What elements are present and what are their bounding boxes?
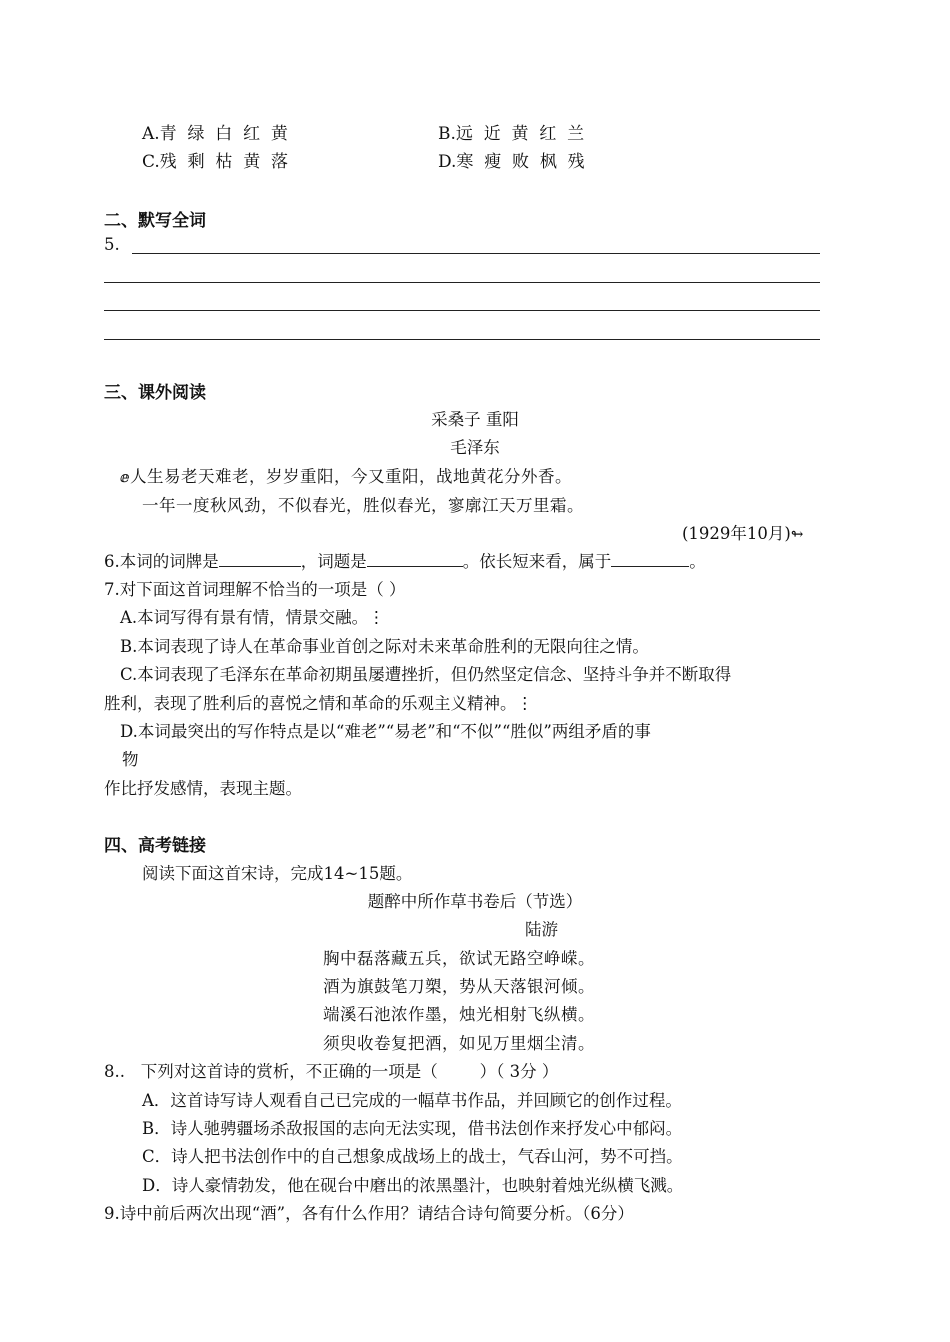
q4-option-b: B.远 近 黄 红 兰 [438, 124, 585, 144]
q4-option-a: A.青 绿 白 红 黄 [142, 124, 288, 144]
poem-line-2: 一年一度秋风劲，不似春光，胜似春光，寥廓江天万里霜。 [142, 496, 584, 515]
q7-option-d-line1: D.本词最突出的写作特点是以“难老”“易老”和“不似”“胜似”两组矛盾的事 [120, 722, 651, 741]
q9: 9.诗中前后两次出现“酒”，各有什么作用？请结合诗句简要分析。（6分） [104, 1204, 634, 1223]
q4-option-d: D.寒 瘦 败 枫 残 [438, 152, 585, 172]
q7-option-c-line1: C.本词表现了毛泽东在革命初期虽屡遭挫折，但仍然坚定信念、坚持斗争并不断取得 [120, 665, 732, 684]
answer-line-4 [104, 339, 820, 340]
q5-number: 5. [104, 235, 120, 254]
q6-blank-cipai[interactable] [219, 550, 301, 567]
answer-line-3 [104, 310, 820, 311]
q7-option-b: B.本词表现了诗人在革命事业首创之际对未来革命胜利的无限向往之情。 [120, 637, 649, 656]
poem-title-luyou: 题醉中所作草书卷后（节选） [367, 892, 583, 911]
section4-heading: 四、高考链接 [104, 836, 206, 856]
q7-option-d-line2: 物 [122, 750, 139, 769]
q8-stem: 8.. 下列对这首诗的赏析，不正确的一项是（ ）（ 3分 ） [104, 1062, 559, 1081]
q4-option-c: C.残 剩 枯 黄 落 [142, 152, 289, 172]
q6-part4: 。 [689, 552, 706, 571]
poem-line-1-text: 人生易老天难老，岁岁重阳，今又重阳，战地黄花分外香。 [130, 467, 573, 486]
decorative-mark: ↬ [790, 525, 804, 543]
poem-author-mao: 毛泽东 [450, 438, 500, 457]
q6-blank-type[interactable] [611, 550, 689, 567]
q7-stem: 7.对下面这首词理解不恰当的一项是（ ） [104, 580, 406, 599]
poem-author-luyou: 陆游 [525, 920, 558, 939]
poem-line-1 [120, 463, 572, 487]
q6 [104, 548, 706, 572]
poem-date [682, 520, 803, 544]
section2-heading: 二、默写全词 [104, 211, 206, 231]
song-poem-line-1: 胸中磊落藏五兵，欲试无路空峥嵘。 [323, 949, 595, 968]
margin-mark: ⅇ [120, 468, 131, 486]
section3-heading: 三、课外阅读 [104, 383, 206, 403]
song-poem-line-2: 酒为旗鼓笔刀槊，势从天落银河倾。 [323, 977, 595, 996]
q8-option-d: D．诗人豪情勃发，他在砚台中磨出的浓黑墨汁，也映射着烛光纵横飞溅。 [142, 1176, 684, 1195]
q6-part2: ，词题是 [300, 552, 367, 571]
q8-option-a: A．这首诗写诗人观看自己已完成的一幅草书作品，并回顾它的创作过程。 [142, 1091, 682, 1110]
q6-part1: 6.本词的词牌是 [104, 552, 219, 571]
answer-line-1 [132, 253, 820, 254]
poem-date-text: (1929年10月) [682, 524, 791, 543]
answer-line-2 [104, 282, 820, 283]
q7-option-a: A.本词写得有景有情，情景交融。⋮ [120, 608, 385, 627]
q7-option-c-line2: 胜利，表现了胜利后的喜悦之情和革命的乐观主义精神。⋮ [104, 694, 533, 713]
poem-title-caisangzi: 采桑子 重阳 [431, 410, 519, 429]
q6-blank-citi[interactable] [367, 550, 463, 567]
song-poem-line-3: 端溪石池浓作墨，烛光相射飞纵横。 [323, 1005, 595, 1024]
q8-option-c: C．诗人把书法创作中的自己想象成战场上的战士，气吞山河，势不可挡。 [142, 1147, 683, 1166]
q8-option-b: B．诗人驰骋疆场杀敌报国的志向无法实现，借书法创作来抒发心中郁闷。 [142, 1119, 683, 1138]
q6-part3: 。依长短来看，属于 [462, 552, 612, 571]
section4-intro: 阅读下面这首宋诗，完成14~15题。 [142, 864, 413, 883]
q7-option-d-line3: 作比抒发感情，表现主题。 [104, 779, 302, 798]
song-poem-line-4: 须臾收卷复把酒，如见万里烟尘清。 [323, 1034, 595, 1053]
